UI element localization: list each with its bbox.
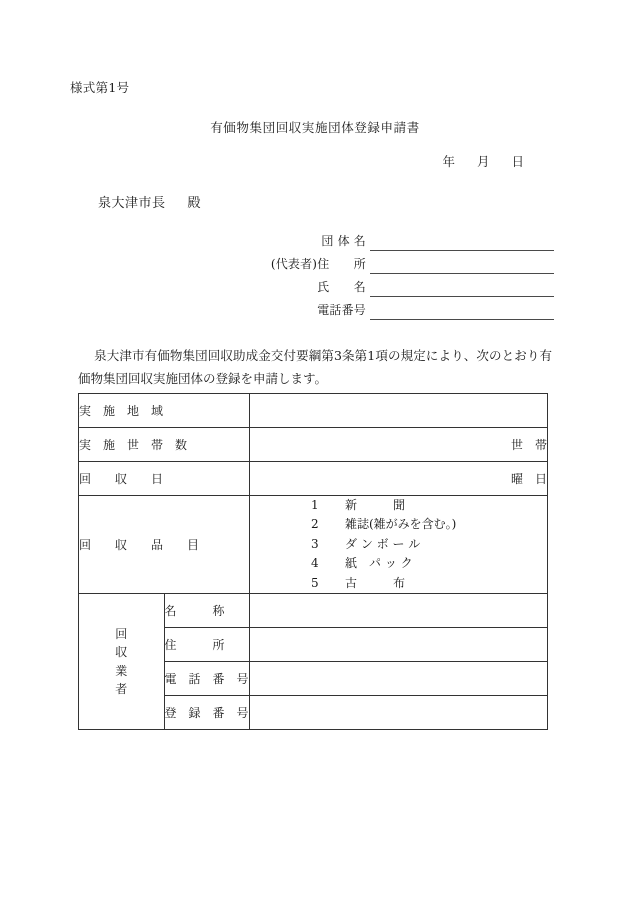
collector-phone-label-text: 電 話 番 号	[164, 672, 249, 687]
address-label: (代表者)住 所	[270, 257, 366, 271]
address-input[interactable]	[370, 256, 554, 274]
table-row-collection-day	[79, 462, 548, 496]
collector-phone-label	[164, 662, 250, 696]
list-item	[311, 574, 486, 593]
form-number: 様式第1号	[70, 80, 130, 95]
household-unit: 世 帯	[510, 438, 547, 452]
collection-items-label	[79, 496, 250, 594]
table-row-collector-name	[79, 594, 548, 628]
collector-char: 回	[115, 626, 128, 641]
collection-items-value[interactable]	[250, 496, 548, 594]
list-item	[311, 535, 486, 554]
household-count-value[interactable]	[250, 428, 548, 462]
collector-name-label-text: 名 称	[164, 604, 225, 619]
area-label-text: 実 施 地 域	[79, 404, 164, 418]
collector-address-value[interactable]	[250, 628, 548, 662]
addressee-honorific: 殿	[187, 196, 202, 211]
applicant-fields	[248, 230, 554, 322]
table-row-collection-items	[79, 496, 548, 594]
date-year-label: 年	[442, 154, 455, 169]
collector-name-label	[164, 594, 250, 628]
household-count-label	[79, 428, 250, 462]
collector-vertical-label	[79, 594, 165, 730]
name-label: 氏 名	[317, 280, 366, 294]
body-paragraph	[78, 344, 552, 390]
item-name-text: 新 聞	[345, 498, 406, 512]
collection-items-list	[311, 496, 486, 593]
list-item	[311, 554, 486, 573]
collector-registration-number-label-text: 登 録 番 号	[164, 706, 249, 721]
collection-day-label	[79, 462, 250, 496]
household-count-label-text: 実 施 世 帯 数	[79, 438, 188, 452]
field-row-address	[248, 253, 554, 274]
item-number: 2	[311, 517, 319, 532]
table-row-area	[79, 394, 548, 428]
area-value[interactable]	[250, 394, 548, 428]
organization-name-input[interactable]	[370, 233, 554, 251]
item-name-text: 古 布	[345, 575, 406, 590]
collector-char: 業	[115, 663, 128, 678]
collection-day-value[interactable]	[250, 462, 548, 496]
registration-table	[78, 393, 548, 730]
collector-address-label	[164, 628, 250, 662]
name-input[interactable]	[370, 279, 554, 297]
area-label	[79, 394, 250, 428]
collection-day-label-text: 回 収 日	[79, 472, 164, 486]
date-day-label: 日	[511, 154, 524, 169]
phone-input[interactable]	[370, 302, 554, 320]
organization-name-label: 団 体 名	[321, 234, 366, 248]
phone-label: 電話番号	[317, 303, 366, 317]
item-name	[345, 496, 486, 515]
date-line	[0, 152, 524, 170]
addressee-recipient: 泉大津市長	[98, 196, 166, 211]
item-number: 3	[311, 536, 319, 551]
item-number: 5	[311, 575, 319, 590]
table-row-household-count	[79, 428, 548, 462]
collection-items-label-text: 回 収 品 目	[79, 538, 200, 553]
collector-char: 収	[115, 645, 128, 660]
field-row-organization-name	[248, 230, 554, 251]
item-name: 雑誌(雑がみを含む。)	[345, 517, 457, 532]
list-item	[311, 496, 486, 515]
weekday-unit: 曜 日	[510, 472, 547, 486]
collector-address-label-text: 住 所	[164, 638, 225, 653]
item-name	[345, 574, 486, 593]
collector-char: 者	[115, 682, 128, 697]
body-paragraph-text: 泉大津市有価物集団回収助成金交付要綱第3条第1項の規定により、次のとおり有価物集団回収実施団体の登録を申請します。	[78, 348, 552, 387]
item-number: 4	[311, 556, 319, 571]
collector-registration-number-value[interactable]	[250, 696, 548, 730]
list-item	[311, 515, 486, 534]
item-name: ダ ン ボ ー ル	[345, 536, 421, 551]
collector-phone-value[interactable]	[250, 662, 548, 696]
field-row-phone	[248, 299, 554, 320]
document-title: 有価物集団回収実施団体登録申請書	[210, 120, 420, 135]
field-row-name	[248, 276, 554, 297]
item-number: 1	[311, 498, 319, 512]
item-name: 紙 パ ッ ク	[345, 556, 413, 571]
addressee	[98, 192, 201, 211]
date-month-label: 月	[476, 154, 490, 169]
collector-name-value[interactable]	[250, 594, 548, 628]
collector-registration-number-label	[164, 696, 250, 730]
